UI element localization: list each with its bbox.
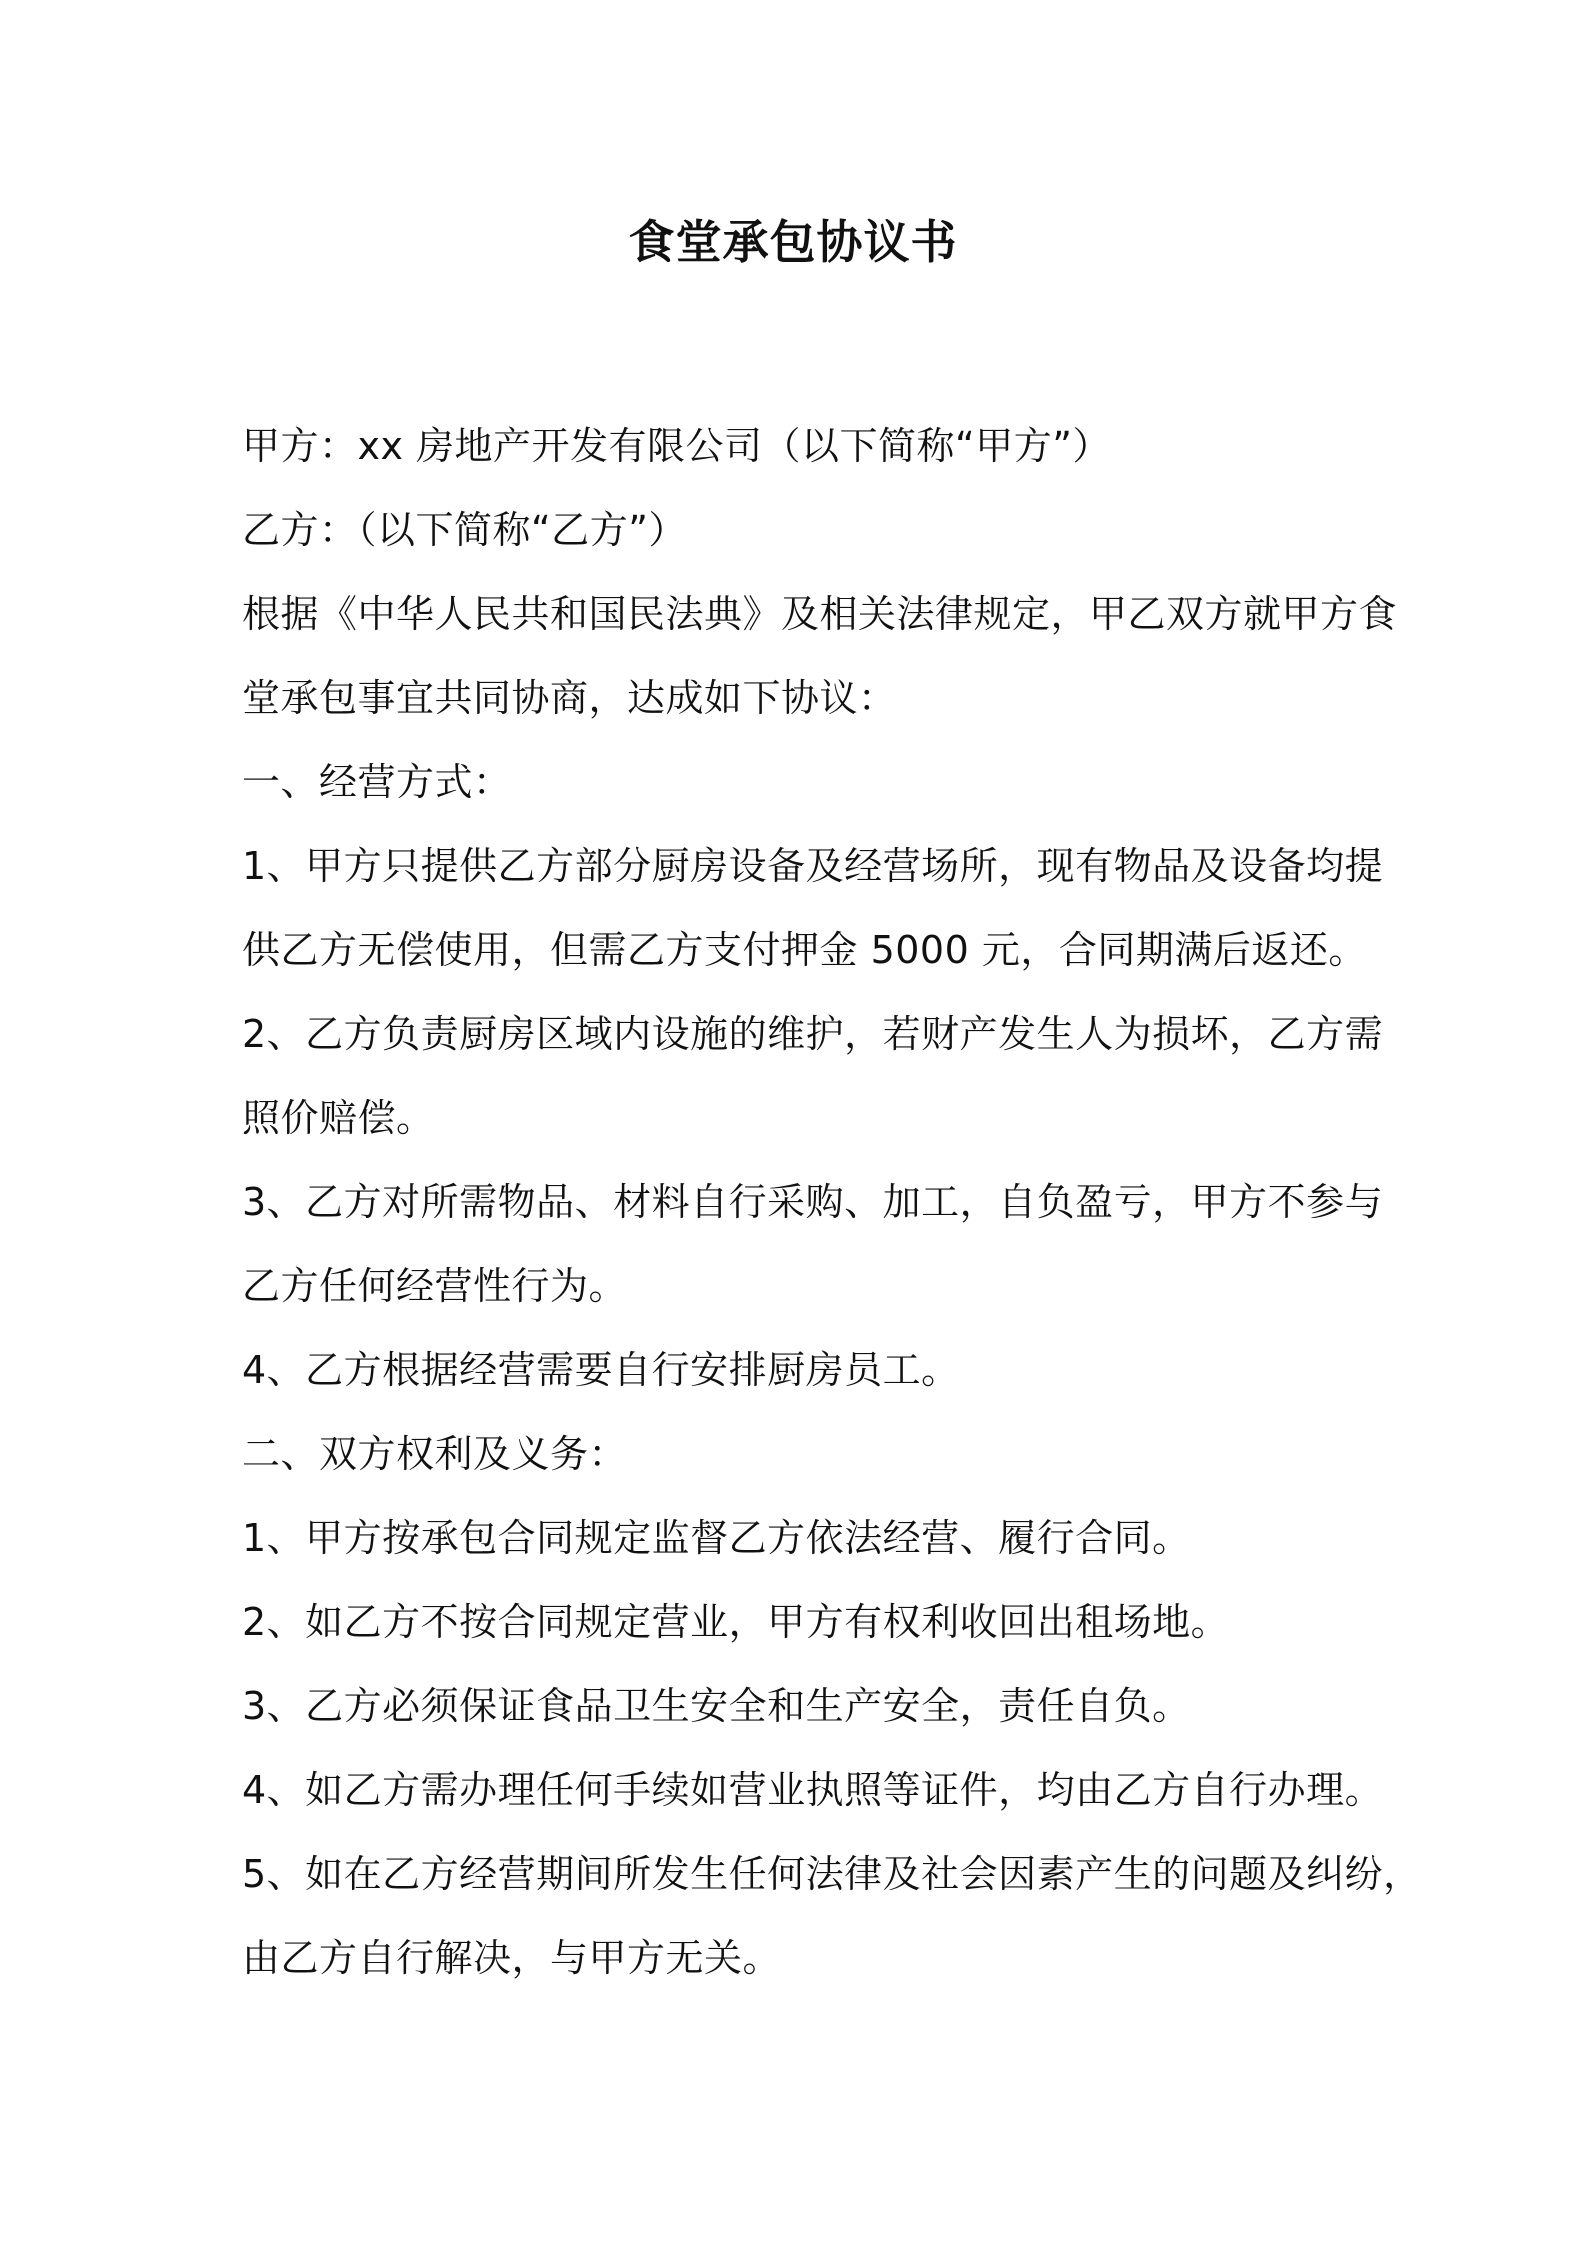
document-body: [242, 404, 1422, 2000]
clause-1-2-line-1: 2、乙方负责厨房区域内设施的维护，若财产发生人为损坏，乙方需: [242, 1012, 1384, 1056]
clause-1-4: 4、乙方根据经营需要自行安排厨房员工。: [242, 1348, 960, 1392]
preamble-line-1: 根据《中华人民共和国民法典》及相关法律规定，甲乙双方就甲方食: [242, 592, 1398, 636]
clause-1-3-line-2: 乙方任何经营性行为。: [242, 1264, 628, 1308]
section-heading-operation: 一、经营方式：: [242, 760, 512, 804]
preamble-line-2: 堂承包事宜共同协商，达成如下协议：: [242, 676, 897, 720]
clause-1-3-line-1: 3、乙方对所需物品、材料自行采购、加工，自负盈亏，甲方不参与: [242, 1180, 1384, 1224]
clause-2-1: 1、甲方按承包合同规定监督乙方依法经营、履行合同。: [242, 1516, 1191, 1560]
clause-1-1-line-2: 供乙方无偿使用，但需乙方支付押金 5000 元，合同期满后返还。: [242, 928, 1367, 972]
clause-2-5-line-2: 由乙方自行解决，与甲方无关。: [242, 1936, 782, 1980]
party-a-line: 甲方：xx 房地产开发有限公司（以下简称“甲方”）: [242, 424, 1111, 468]
clause-2-2: 2、如乙方不按合同规定营业，甲方有权利收回出租场地。: [242, 1600, 1230, 1644]
clause-1-1-line-1: 1、甲方只提供乙方部分厨房设备及经营场所，现有物品及设备均提: [242, 844, 1384, 888]
document-title: 食堂承包协议书: [628, 215, 958, 269]
clause-2-5-line-1: 5、如在乙方经营期间所发生任何法律及社会因素产生的问题及纠纷，: [242, 1852, 1422, 1896]
clause-1-2-line-2: 照价赔偿。: [242, 1096, 435, 1140]
party-b-line: 乙方：（以下简称“乙方”）: [242, 508, 687, 552]
clause-2-3: 3、乙方必须保证食品卫生安全和生产安全，责任自负。: [242, 1684, 1191, 1728]
section-heading-rights: 二、双方权利及义务：: [242, 1432, 628, 1476]
clause-2-4: 4、如乙方需办理任何手续如营业执照等证件，均由乙方自行办理。: [242, 1768, 1384, 1812]
